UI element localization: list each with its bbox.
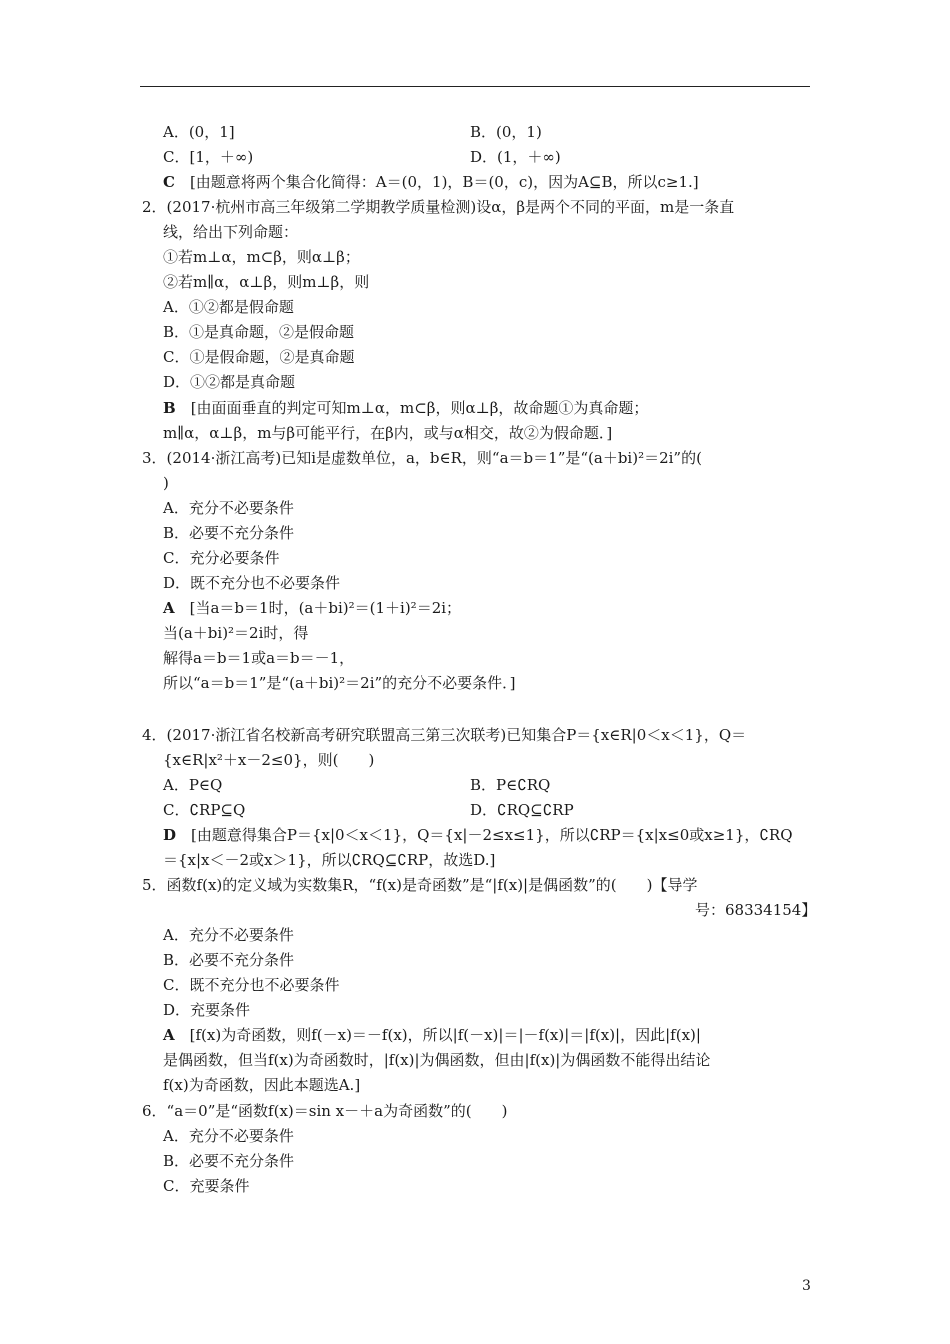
q6-stem: 6．“a＝0”是“函数f(x)＝sin x－＋a为奇函数”的( ) [142,1102,508,1120]
q2-stem-line1: 2．(2017·杭州市高三年级第二学期教学质量检测)设α，β是两个不同的平面，m是一条直 [142,198,735,216]
q5-option-b: B．必要不充分条件 [163,951,295,969]
answer-letter: C [163,173,175,191]
page-number: 3 [802,1278,811,1294]
q3-stem-line2: ) [163,474,169,492]
q1-option-a: A．(0，1] [163,123,235,141]
q5-answer-line1: A [f(x)为奇函数，则f(－x)＝－f(x)，所以|f(－x)|＝|－f(x)|＝|f(x)|，因此|f(x)| [163,1026,701,1044]
q2-option-c: C．①是假命题，②是真命题 [163,348,355,366]
q4-option-d: D．∁RQ⊆∁RP [470,801,574,819]
q3-answer-line4: 所以“a＝b＝1”是“(a＋bi)²＝2i”的充分不必要条件．] [163,674,516,692]
answer-letter: A [163,1026,175,1044]
q5-answer-line3: f(x)为奇函数，因此本题选A.] [163,1076,361,1094]
q1-option-c: C．[1，＋∞) [163,148,254,166]
q3-option-a: A．充分不必要条件 [163,499,294,517]
q3-answer-line1: A [当a＝b＝1时，(a＋bi)²＝(1＋i)²＝2i； [163,599,462,617]
q3-answer-line2: 当(a＋bi)²＝2i时，得 [163,624,309,642]
q3-answer-line3: 解得a＝b＝1或a＝b＝－1， [163,649,355,667]
answer-letter: D [163,826,177,844]
header-rule [140,86,810,87]
q2-proposition-2: ②若m∥α，α⊥β，则m⊥β，则 [163,273,370,291]
q2-stem-line2: 线，给出下列命题： [163,223,299,241]
answer-letter: B [163,399,176,417]
q1-option-d: D．(1，＋∞) [470,148,561,166]
q4-stem-line1: 4．(2017·浙江省名校新高考研究联盟高三第三次联考)已知集合P＝{x∈R|0＜x＜1}，Q＝ [142,726,747,744]
q2-option-b: B．①是真命题，②是假命题 [163,323,355,341]
q6-option-a: A．充分不必要条件 [163,1127,294,1145]
q3-stem-line1: 3．(2014·浙江高考)已知i是虚数单位，a，b∈R，则“a＝b＝1”是“(a＋bi)²＝2i”的( [142,449,702,467]
q5-option-c: C．既不充分也不必要条件 [163,976,340,994]
q5-stem-line1: 5．函数f(x)的定义域为实数集R，“f(x)是奇函数”是“|f(x)|是偶函数”的( )【导学 [142,876,698,894]
q4-option-a: A．P∈Q [163,776,223,794]
q2-option-d: D．①②都是真命题 [163,373,296,391]
q5-option-a: A．充分不必要条件 [163,926,294,944]
q4-answer-line1: D [由题意得集合P＝{x|0＜x＜1}，Q＝{x|－2≤x≤1}，所以∁RP＝{x|x≤0或x≥1}，∁RQ [163,826,793,844]
q6-option-c: C．充要条件 [163,1177,250,1195]
q1-answer: C [由题意将两个集合化简得：A＝(0，1)，B＝(0，c)，因为A⊆B，所以c≥1.] [163,173,699,191]
q6-option-b: B．必要不充分条件 [163,1152,295,1170]
q1-option-b: B．(0，1) [470,123,542,141]
q2-answer-line1: B [由面面垂直的判定可知m⊥α，m⊂β，则α⊥β，故命题①为真命题； [163,399,649,417]
q4-stem-line2: {x∈R|x²＋x－2≤0}，则( ) [163,751,375,769]
q3-option-c: C．充分必要条件 [163,549,280,567]
q5-stem-line2: 号：68334154】 [695,901,817,919]
q2-answer-line2: m∥α，α⊥β，m与β可能平行，在β内，或与α相交，故②为假命题．] [163,424,613,442]
q3-option-b: B．必要不充分条件 [163,524,295,542]
q3-option-d: D．既不充分也不必要条件 [163,574,341,592]
answer-letter: A [163,599,175,617]
q2-proposition-1: ①若m⊥α，m⊂β，则α⊥β； [163,248,360,266]
q4-option-b: B．P∈∁RQ [470,776,551,794]
q2-option-a: A．①②都是假命题 [163,298,294,316]
q5-option-d: D．充要条件 [163,1001,251,1019]
q5-answer-line2: 是偶函数，但当f(x)为奇函数时，|f(x)|为偶函数，但由|f(x)|为偶函数不能得出结论 [163,1051,711,1069]
q4-answer-line2: ＝{x|x＜－2或x＞1}，所以∁RQ⊆∁RP，故选D.] [163,851,496,869]
q4-option-c: C．∁RP⊆Q [163,801,246,819]
